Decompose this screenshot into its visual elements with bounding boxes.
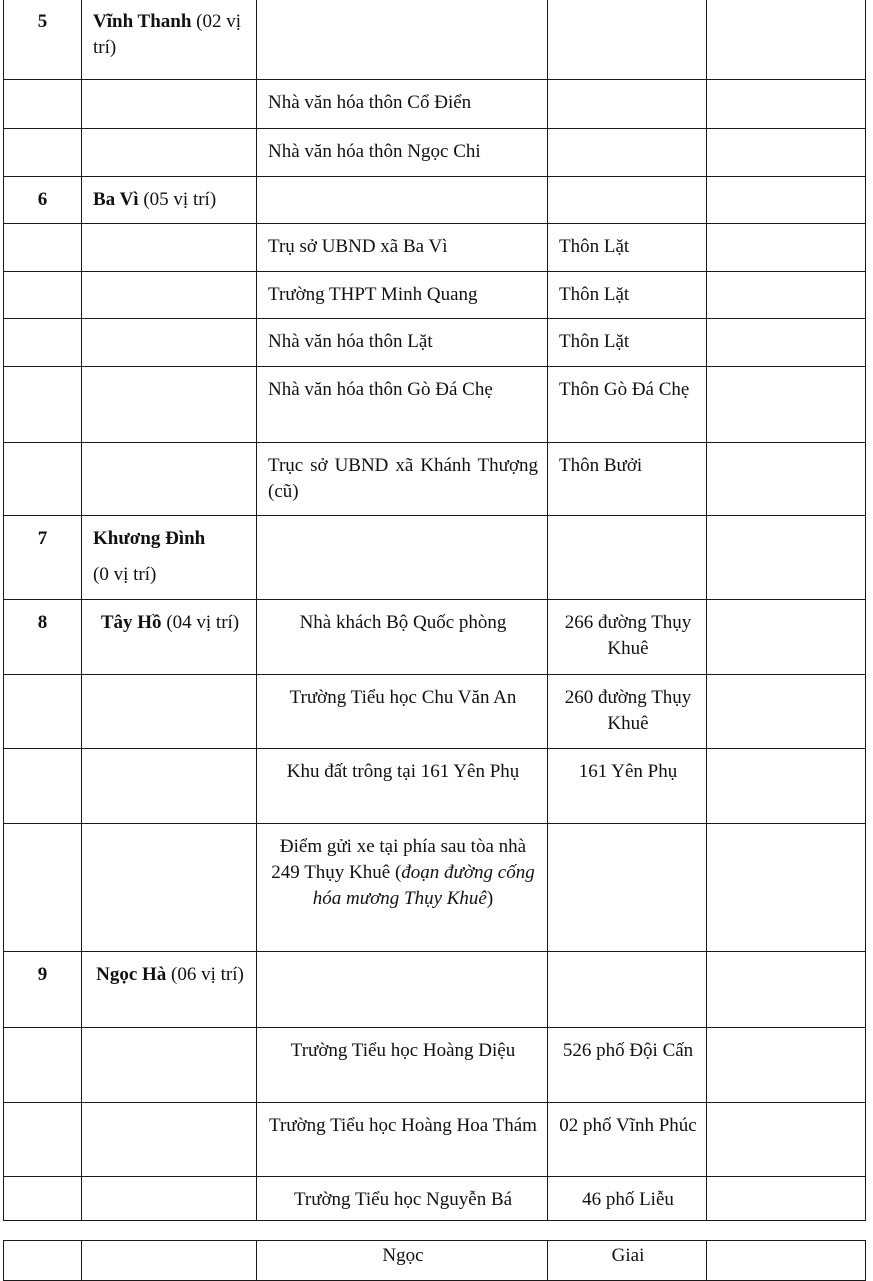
ward-cell	[82, 272, 257, 319]
table-row	[4, 600, 866, 675]
row-number	[4, 1103, 82, 1177]
ward-cell	[82, 1028, 257, 1103]
address-cell	[548, 80, 707, 129]
table-row	[4, 0, 866, 80]
table-row	[4, 1028, 866, 1103]
ward-cell	[82, 80, 257, 129]
location-cell: Trường THPT Minh Quang	[257, 272, 548, 319]
location-cell	[257, 177, 548, 224]
row-number: 6	[4, 177, 82, 224]
address-cell	[548, 952, 707, 1028]
address-cell	[548, 129, 707, 177]
ward-count: (04 vị trí)	[161, 612, 240, 633]
note-cell	[707, 1177, 866, 1221]
row-number	[4, 319, 82, 367]
address-cell: 526 phố Đội Cấn	[548, 1028, 707, 1103]
row-number	[4, 443, 82, 516]
location-cell	[257, 516, 548, 600]
location-cell	[257, 824, 548, 952]
row-number	[4, 1177, 82, 1221]
address-cell	[548, 516, 707, 600]
row-number	[4, 1028, 82, 1103]
address-cell: 02 phố Vĩnh Phúc	[548, 1103, 707, 1177]
row-number	[4, 272, 82, 319]
note-cell	[707, 516, 866, 600]
location-cell: Trường Tiểu học Hoàng Diệu	[257, 1028, 548, 1103]
note-cell	[707, 600, 866, 675]
ward-count: (06 vị trí)	[166, 964, 244, 985]
table-row	[4, 129, 866, 177]
table-row	[4, 367, 866, 443]
row-number	[4, 675, 82, 749]
ward-name: Ngọc Hà	[96, 964, 167, 985]
ward-cell	[82, 600, 257, 675]
address-cell: 46 phố Liễu	[548, 1177, 707, 1221]
table-row	[4, 80, 866, 129]
note-cell	[707, 224, 866, 272]
address-cell	[548, 824, 707, 952]
table-row	[4, 1103, 866, 1177]
ward-cell	[82, 516, 257, 600]
table-row	[4, 516, 866, 600]
address-cell: Thôn Gò Đá Chẹ	[548, 367, 707, 443]
address-cell: Thôn Lặt	[548, 224, 707, 272]
note-cell	[707, 177, 866, 224]
location-text: Điểm gửi xe tại phía sau tòa nhà 249 Thụy Khuê (	[271, 836, 527, 883]
note-cell	[707, 952, 866, 1028]
location-cell: Trường Tiểu học Chu Văn An	[257, 675, 548, 749]
note-cell	[707, 0, 866, 80]
ward-count: (02 vị trí)	[93, 11, 242, 58]
ward-cell	[82, 952, 257, 1028]
note-cell	[707, 129, 866, 177]
note-cell	[707, 367, 866, 443]
ward-name: Tây Hồ	[100, 612, 162, 633]
ward-name: Khương Đình	[93, 528, 206, 549]
location-text-end: )	[486, 888, 494, 909]
table-row	[4, 177, 866, 224]
note-cell	[707, 675, 866, 749]
row-number	[4, 824, 82, 952]
note-cell	[707, 443, 866, 516]
table-row	[4, 824, 866, 952]
location-cell: Trường Tiểu học Hoàng Hoa Thám	[257, 1103, 548, 1177]
row-number	[4, 749, 82, 824]
ward-cell	[82, 824, 257, 952]
ward-cell	[82, 1241, 257, 1281]
table-row	[4, 272, 866, 319]
ward-name: Ba Vì	[93, 189, 139, 210]
table-row	[4, 675, 866, 749]
address-cell	[548, 177, 707, 224]
ward-cell	[82, 129, 257, 177]
note-cell	[707, 319, 866, 367]
table-row	[4, 443, 866, 516]
note-cell	[707, 1241, 866, 1281]
ward-cell	[82, 0, 257, 80]
row-number	[4, 224, 82, 272]
table-row	[4, 319, 866, 367]
ward-name: Vĩnh Thanh	[93, 11, 192, 32]
table-row	[4, 952, 866, 1028]
ward-cell	[82, 319, 257, 367]
note-cell	[707, 272, 866, 319]
note-cell	[707, 1028, 866, 1103]
row-number: 5	[4, 0, 82, 80]
note-cell	[707, 824, 866, 952]
address-cell: Thôn Lặt	[548, 272, 707, 319]
location-cell: Khu đất trông tại 161 Yên Phụ	[257, 749, 548, 824]
ward-cell	[82, 749, 257, 824]
locations-table	[3, 0, 866, 1221]
address-cell: Giai	[548, 1241, 707, 1281]
location-cell	[257, 0, 548, 80]
row-number: 7	[4, 516, 82, 600]
location-cell: Nhà khách Bộ Quốc phòng	[257, 600, 548, 675]
row-number: 9	[4, 952, 82, 1028]
location-cell: Nhà văn hóa thôn Cổ Điển	[257, 80, 548, 129]
ward-cell	[82, 1177, 257, 1221]
address-cell: 260 đường Thụy Khuê	[548, 675, 707, 749]
row-number	[4, 129, 82, 177]
address-cell: 266 đường Thụy Khuê	[548, 600, 707, 675]
ward-cell	[82, 224, 257, 272]
table-row	[4, 1241, 866, 1281]
row-number: 8	[4, 600, 82, 675]
note-cell	[707, 749, 866, 824]
table-row	[4, 749, 866, 824]
ward-count: (0 vị trí)	[93, 564, 157, 585]
ward-cell	[82, 1103, 257, 1177]
location-cell: Trụ sở UBND xã Ba Vì	[257, 224, 548, 272]
location-cell: Nhà văn hóa thôn Lặt	[257, 319, 548, 367]
note-cell	[707, 1103, 866, 1177]
ward-cell	[82, 367, 257, 443]
location-cell	[257, 952, 548, 1028]
address-cell: Thôn Bưởi	[548, 443, 707, 516]
location-cell: Nhà văn hóa thôn Ngọc Chi	[257, 129, 548, 177]
ward-cell	[82, 443, 257, 516]
row-number	[4, 80, 82, 129]
row-number	[4, 367, 82, 443]
location-cell: Nhà văn hóa thôn Gò Đá Chẹ	[257, 367, 548, 443]
ward-count: (05 vị trí)	[138, 189, 217, 210]
address-cell: Thôn Lặt	[548, 319, 707, 367]
continuation-table	[3, 1240, 866, 1281]
address-cell	[548, 0, 707, 80]
row-number	[4, 1241, 82, 1281]
location-cell: Trường Tiểu học Nguyễn Bá	[257, 1177, 548, 1221]
ward-cell	[82, 675, 257, 749]
location-italic-note: đoạn đường cống hóa mương Thụy Khuê	[312, 862, 535, 909]
note-cell	[707, 80, 866, 129]
table-row	[4, 1177, 866, 1221]
location-cell: Trục sở UBND xã Khánh Thượng (cũ)	[257, 443, 548, 516]
ward-cell	[82, 177, 257, 224]
address-cell: 161 Yên Phụ	[548, 749, 707, 824]
table-row	[4, 224, 866, 272]
location-cell: Ngọc	[257, 1241, 548, 1281]
